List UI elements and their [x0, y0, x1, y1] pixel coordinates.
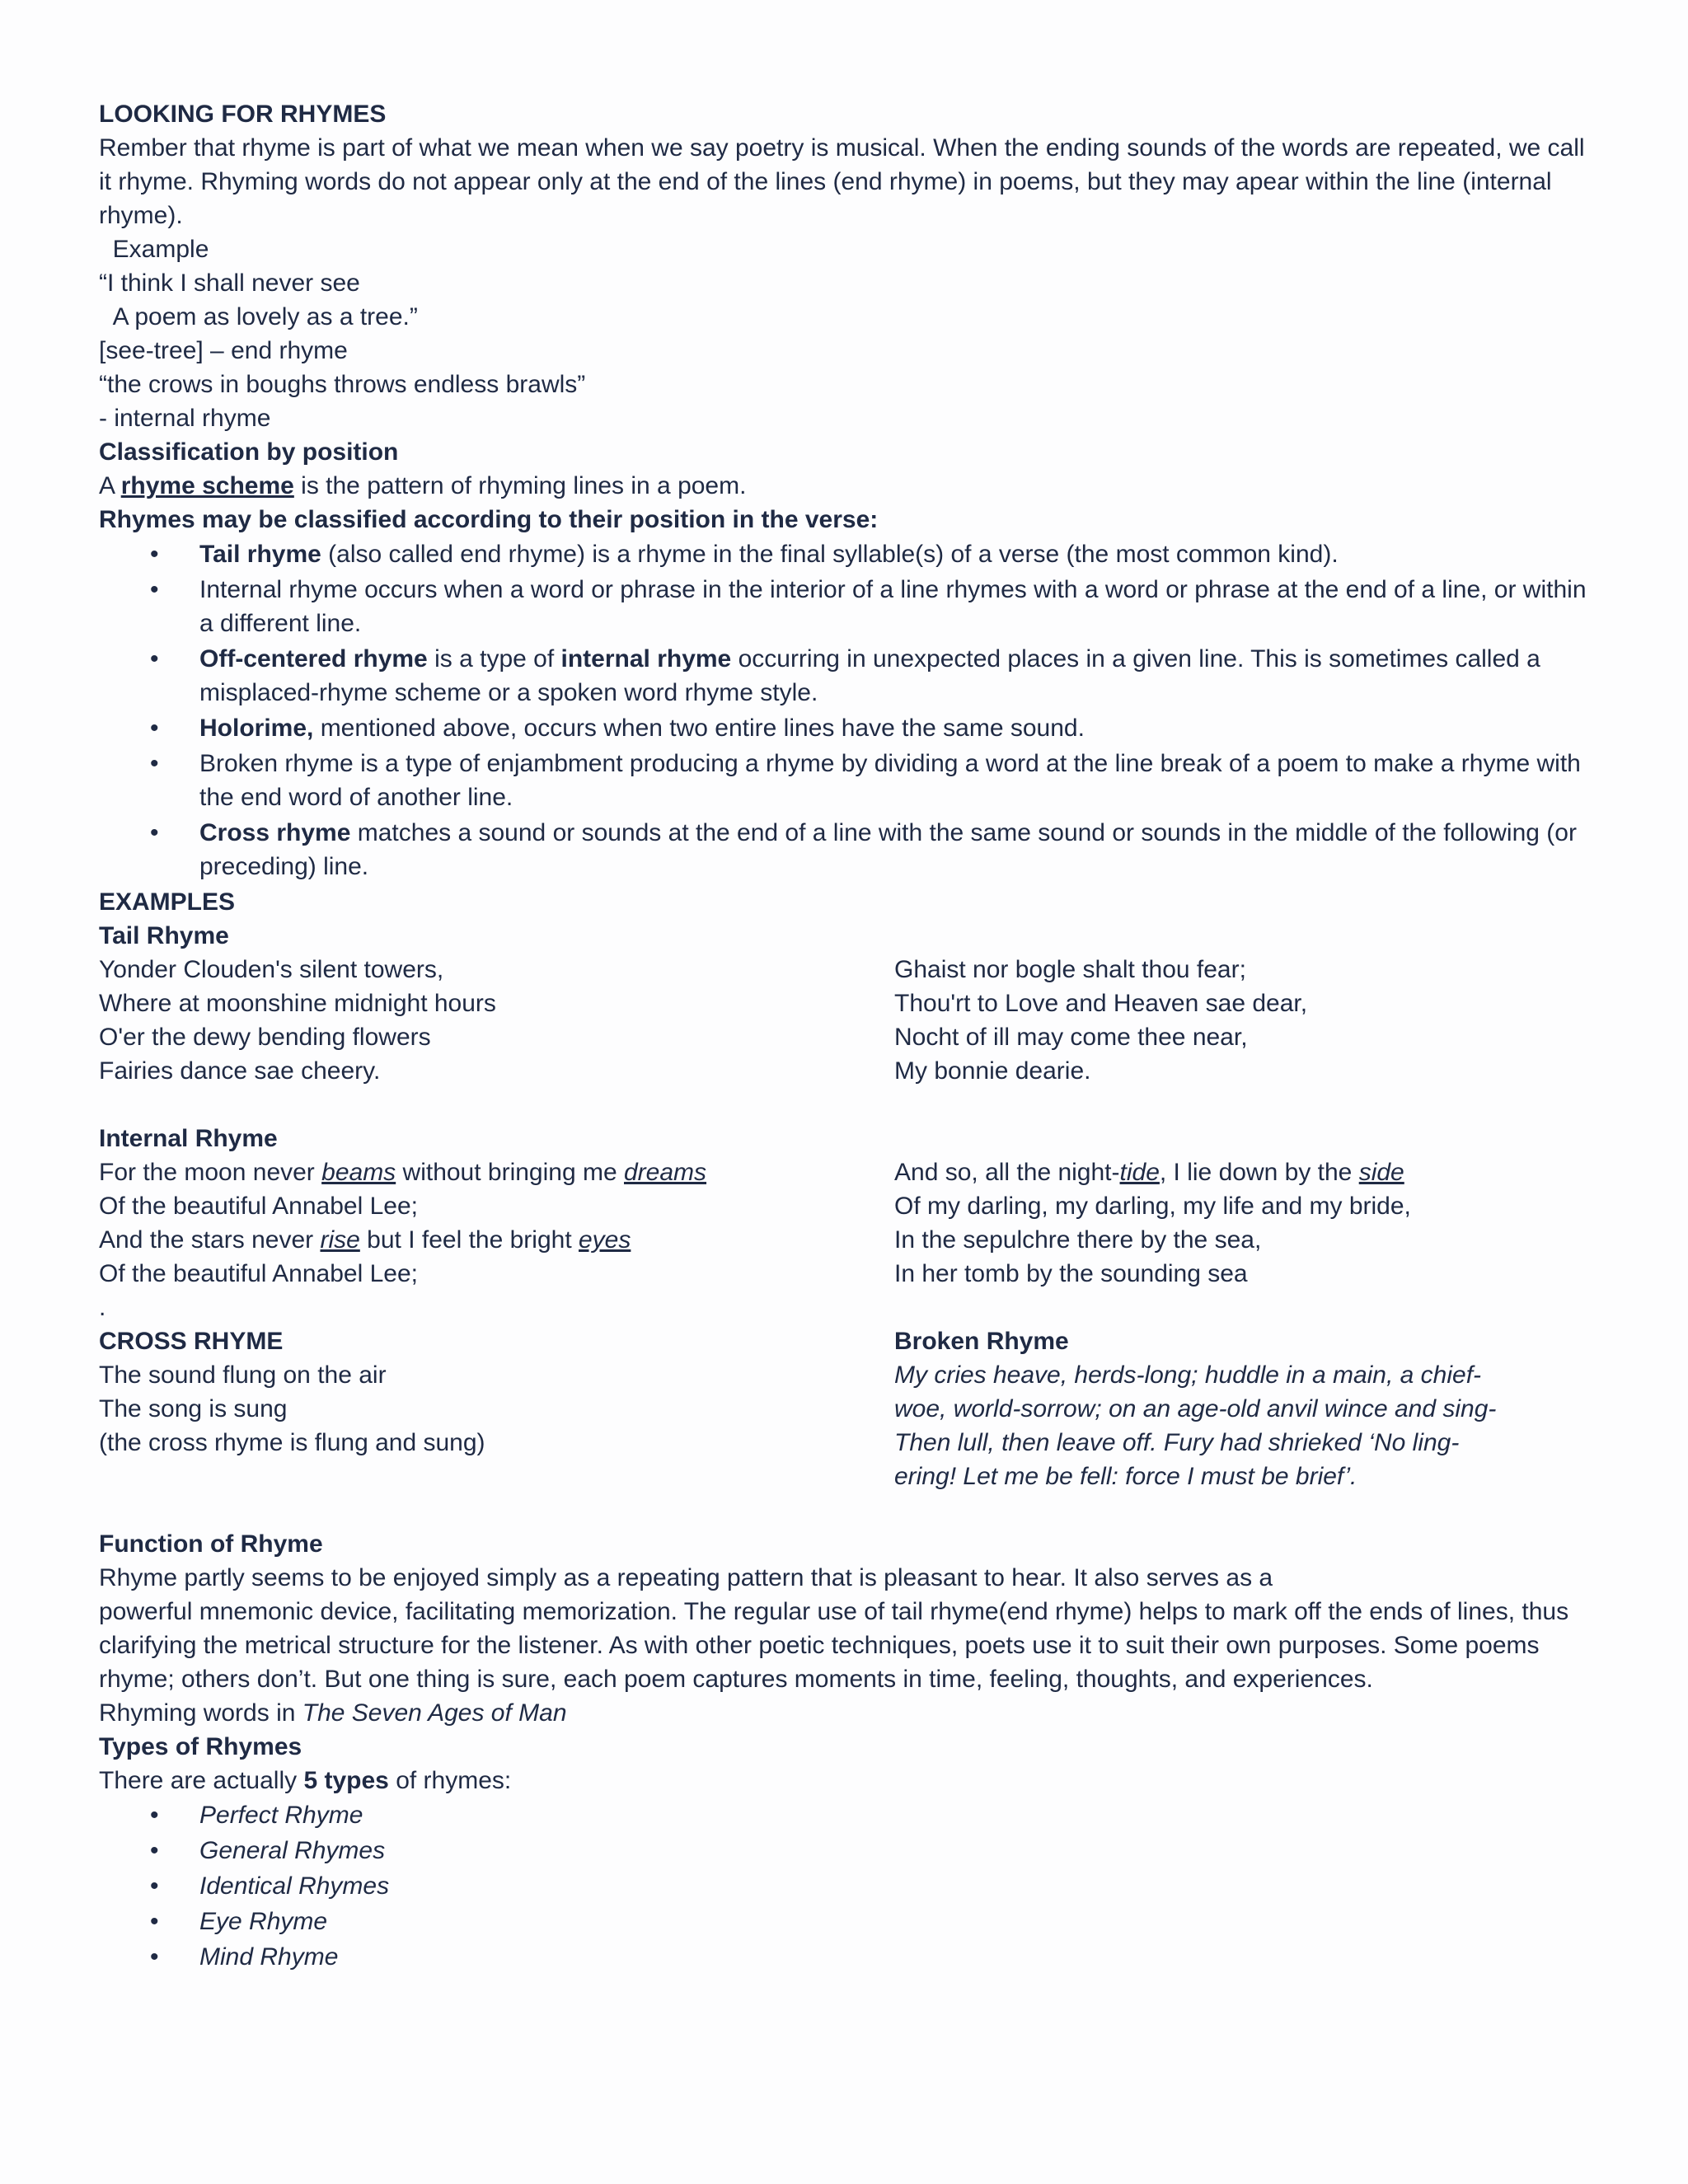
list-item [99, 1869, 1596, 1903]
rhyme-word: rise [320, 1226, 360, 1254]
list-item [99, 711, 1596, 745]
rhyme-type: Eye Rhyme [199, 1908, 328, 1935]
text-run: A [99, 472, 121, 499]
bullet: • [150, 1802, 159, 1829]
text-run: but I feel the bright [359, 1226, 579, 1254]
bullet: • [150, 576, 159, 603]
poem-line: The sound flung on the air [99, 1361, 387, 1389]
heading-examples: EXAMPLES [99, 888, 236, 916]
list-item [99, 573, 1596, 640]
types-word: types [324, 1767, 389, 1794]
poem-line: Of my darling, my darling, my life and my bride, [894, 1193, 1411, 1220]
stray-period: . [99, 1294, 106, 1321]
text-run: Internal rhyme occurs when a word or phrase in the interior of a line rhymes with a word or phrase at the end of a line, or within a different line. [199, 576, 1587, 637]
text-run: Broken rhyme is a type of enjambment producing a rhyme by dividing a word at the line break of a poem to make a rhyme with the end word of another line. [199, 750, 1581, 811]
text-run: Rhyming words in [99, 1699, 302, 1727]
poem-line: O'er the dewy bending flowers [99, 1024, 431, 1051]
poem-line: Nocht of ill may come thee near, [894, 1024, 1248, 1051]
poem-line: My bonnie dearie. [894, 1057, 1091, 1085]
heading-broken-rhyme: Broken Rhyme [894, 1328, 1069, 1355]
poem-line: Ghaist nor bogle shalt thou fear; [894, 956, 1246, 983]
poem-line: (the cross rhyme is flung and sung) [99, 1429, 485, 1456]
list-item [99, 537, 1596, 571]
text-run: matches a sound or sounds at the end of a line with the same sound or sounds in the middle of the following (or preceding) line. [199, 819, 1577, 880]
bullet: • [150, 1908, 159, 1935]
bullet: • [150, 1837, 159, 1864]
text-run: without bringing me [396, 1159, 624, 1186]
seven-ages-line [99, 1696, 1596, 1730]
heading-types-of-rhymes: Types of Rhymes [99, 1733, 302, 1760]
poem-line [99, 1223, 894, 1257]
quote-line: A poem as lovely as a tree.” [99, 303, 418, 330]
poem-line [99, 1155, 894, 1189]
list-item [99, 1834, 1596, 1868]
cross-broken-columns [99, 1324, 1596, 1493]
internal-rhyme-note: - internal rhyme [99, 405, 271, 432]
broken-rhyme-block [894, 1324, 1596, 1493]
poem-line: Where at moonshine midnight hours [99, 990, 496, 1017]
term: Cross rhyme [199, 819, 351, 846]
list-item [99, 642, 1596, 710]
tail-rhyme-columns [99, 953, 1596, 1088]
rhyme-type: Identical Rhymes [199, 1872, 390, 1900]
rhyme-scheme-definition [99, 469, 1596, 503]
end-rhyme-note: [see-tree] – end rhyme [99, 337, 348, 364]
types-count-line [99, 1764, 1596, 1797]
list-item [99, 816, 1596, 883]
term: Tail rhyme [199, 541, 321, 568]
text-run: occurring in unexpected places in a given line. This is sometimes called a misplaced-rhyme scheme or a spoken word rhyme style. [199, 645, 1540, 706]
poem-line: Thou'rt to Love and Heaven sae dear, [894, 990, 1308, 1017]
heading-function-of-rhyme: Function of Rhyme [99, 1530, 323, 1558]
bullet: • [150, 819, 159, 846]
bullet: • [150, 1943, 159, 1971]
text-run: , I lie down by the [1159, 1159, 1359, 1186]
rhyme-type: General Rhymes [199, 1837, 386, 1864]
poem-line: Fairies dance sae cheery. [99, 1057, 381, 1085]
text-run: For the moon never [99, 1159, 322, 1186]
rhyme-word: beams [321, 1159, 396, 1186]
heading-cross-rhyme: CROSS RHYME [99, 1328, 284, 1355]
text-run: And so, all the night- [894, 1159, 1120, 1186]
work-title: The Seven Ages of Man [302, 1699, 567, 1727]
term: Holorime, [199, 715, 314, 742]
intro-paragraph: Rember that rhyme is part of what we mean when we say poetry is musical. When the ending sounds of the words are repeated, we call it rhyme. Rhyming words do not appear only at the end of the lines (end rhyme) in poems, but they may apear within the line (internal rhyme). [99, 134, 1585, 229]
classification-list [99, 537, 1596, 883]
heading-classification: Classification by position [99, 438, 399, 466]
list-item [99, 1940, 1596, 1974]
heading-internal-rhyme: Internal Rhyme [99, 1125, 278, 1152]
internal-rhyme-right-stanza [894, 1155, 1596, 1324]
term: internal rhyme [560, 645, 732, 673]
rhyme-word: side [1358, 1159, 1404, 1186]
cross-rhyme-block [99, 1324, 894, 1493]
rhyme-type: Perfect Rhyme [199, 1802, 363, 1829]
list-item [99, 1798, 1596, 1832]
rhyme-word: eyes [579, 1226, 631, 1254]
rhyme-word: tide [1119, 1159, 1160, 1186]
list-item [99, 1905, 1596, 1938]
poem-line: The song is sung [99, 1395, 288, 1422]
internal-rhyme-columns [99, 1155, 1596, 1324]
heading-tail-rhyme: Tail Rhyme [99, 922, 229, 949]
rhyme-word: dreams [624, 1159, 707, 1186]
rhyme-type: Mind Rhyme [199, 1943, 339, 1971]
poem-line: Of the beautiful Annabel Lee; [99, 1193, 418, 1220]
types-list [99, 1798, 1596, 1974]
text-run: (also called end rhyme) is a rhyme in the final syllable(s) of a verse (the most common kind). [321, 541, 1339, 568]
term: Off-centered rhyme [199, 645, 428, 673]
heading-looking-for-rhymes: LOOKING FOR RHYMES [99, 101, 387, 128]
rhyme-scheme-term: rhyme scheme [120, 472, 294, 499]
poem-line: ering! Let me be fell: force I must be brief’. [894, 1463, 1357, 1490]
poem-line: In her tomb by the sounding sea [894, 1260, 1248, 1287]
poem-line: Yonder Clouden's silent towers, [99, 956, 444, 983]
bullet: • [150, 645, 159, 673]
text-run: is the pattern of rhyming lines in a poem. [293, 472, 747, 499]
text-run: is a type of [427, 645, 561, 673]
bullet: • [150, 541, 159, 568]
function-paragraph: powerful mnemonic device, facilitating memorization. The regular use of tail rhyme(end rhyme) helps to mark off the ends of lines, thus clarifying the metrical structure for the listener. As with other poetic techniques, poets use it to suit their own purposes. Some poems rhyme; others don’t. But one thing is sure, each poem captures moments in time, feeling, thoughts, and experiences. [99, 1598, 1569, 1693]
bullet: • [150, 750, 159, 777]
quote-line: “I think I shall never see [99, 269, 360, 297]
text-run: There are actually [99, 1767, 304, 1794]
poem-line [894, 1155, 1596, 1189]
text-run: mentioned above, occurs when two entire lines have the same sound. [313, 715, 1085, 742]
poem-line: Then lull, then leave off. Fury had shrieked ‘No ling- [894, 1429, 1460, 1456]
internal-rhyme-left-stanza [99, 1155, 894, 1324]
list-item [99, 747, 1596, 814]
poem-line: woe, world-sorrow; on an age-old anvil wince and sing- [894, 1395, 1497, 1422]
tail-rhyme-left-stanza [99, 953, 894, 1088]
poem-line: Of the beautiful Annabel Lee; [99, 1260, 418, 1287]
poem-line: In the sepulchre there by the sea, [894, 1226, 1262, 1254]
text-run: of rhymes: [388, 1767, 512, 1794]
example-label: Example [99, 236, 209, 263]
classification-subheading: Rhymes may be classified according to their position in the verse: [99, 506, 879, 533]
types-count: 5 [303, 1767, 318, 1794]
tail-rhyme-right-stanza [894, 953, 1596, 1088]
text-run: And the stars never [99, 1226, 321, 1254]
quote-line: “the crows in boughs throws endless brawls” [99, 371, 586, 398]
function-line: Rhyme partly seems to be enjoyed simply as a repeating pattern that is pleasant to hear. It also serves as a [99, 1564, 1273, 1591]
poem-line: My cries heave, herds-long; huddle in a main, a chief- [894, 1361, 1482, 1389]
bullet: • [150, 715, 159, 742]
bullet: • [150, 1872, 159, 1900]
